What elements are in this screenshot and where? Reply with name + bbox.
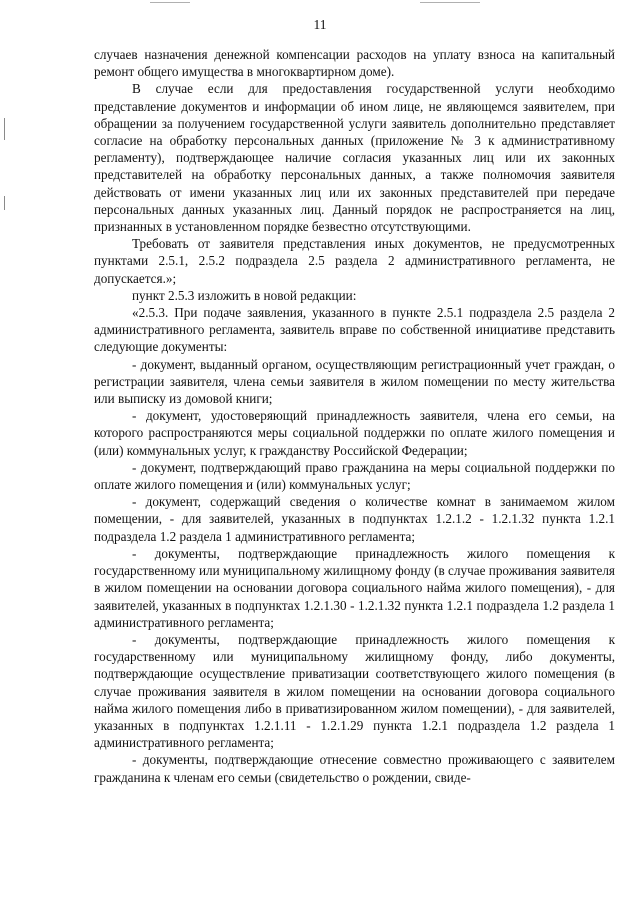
paragraph: случаев назначения денежной компенсации расходов на уплату взноса на капитальный ремонт общего имущества в многоквартирном доме).: [94, 47, 615, 80]
scan-artifact: [420, 2, 480, 3]
document-body: [94, 46, 615, 786]
page-number: 11: [313, 17, 327, 32]
list-item: - документы, подтверждающие принадлежность жилого помещения к государственному или муниципальному жилищному фонду (в случае проживания заявителя в жилом помещении на основании договора социального найма жилого помещения), - для заявителей, указанных в подпунктах 1.2.1.30 - 1.2.1.32 пункта 1.2.1 подраздела 1.2 раздела 1 административного регламента;: [94, 545, 615, 630]
paragraph: «2.5.3. При подаче заявления, указанного в пункте 2.5.1 подраздела 2.5 раздела 2 административного регламента, заявитель вправе по собственной инициативе представить следующие документы:: [94, 305, 615, 355]
margin-mark: [4, 118, 5, 140]
margin-mark: [4, 196, 5, 210]
paragraph: Требовать от заявителя представления иных документов, не предусмотренных пунктами 2.5.1, 2.5.2 подраздела 2.5 раздела 2 административного регламента, не допускается.»;: [94, 236, 615, 286]
paragraph: В случае если для предоставления государственной услуги необходимо представление документов и информации об ином лице, не являющемся заявителем, при обращении за получением государственной услуги заявитель дополнительно представляет согласие на обработку персональных данных (приложение № 3 к административному регламенту), подтверждающее наличие согласия указанных лиц или их законных представителей на обработку персональных данных, а также полномочия заявителя действовать от имени указанных лиц или их законных представителей при передаче персональных данных указанных лиц. Данный порядок не распространяется на лиц, признанных в установленном порядке безвестно отсутствующими.: [94, 81, 615, 235]
paragraph: пункт 2.5.3 изложить в новой редакции:: [132, 287, 357, 303]
list-item: - документ, выданный органом, осуществляющим регистрационный учет граждан, о регистрации заявителя, члена семьи заявителя в жилом помещении по месту жительства или выписку из домовой книги;: [94, 356, 615, 407]
list-item: - документы, подтверждающие принадлежность жилого помещения к государственному или муниципальному жилищному фонду, либо документы, подтверждающие осуществление приватизации соответствующего жилого помещения (в случае проживания заявителя в жилом помещении на основании договора социального найма жилого помещения либо в приватизированном жилом помещении), - для заявителей, указанных в подпунктах 1.2.1.11 - 1.2.1.29 пункта 1.2.1 подраздела 1.2 раздела 1 административного регламента;: [94, 631, 615, 751]
scan-artifact: [150, 2, 190, 3]
list-item: - документ, содержащий сведения о количестве комнат в занимаемом жилом помещении, - для заявителей, указанных в подпунктах 1.2.1.2 - 1.2.1.32 пункта 1.2.1 подраздела 1.2 раздела 1 административного регламента;: [94, 494, 615, 544]
list-item: - документ, удостоверяющий принадлежность заявителя, члена его семьи, на которого распространяются меры социальной поддержки по оплате жилого помещения и (или) коммунальных услуг, к гражданству Российской Федерации;: [94, 408, 615, 458]
list-item: - документ, подтверждающий право гражданина на меры социальной поддержки по оплате жилого помещения и (или) коммунальных услуг;: [94, 459, 615, 493]
list-item: - документы, подтверждающие отнесение совместно проживающего с заявителем гражданина к членам его семьи (свидетельство о рождении, свиде-: [94, 752, 615, 785]
